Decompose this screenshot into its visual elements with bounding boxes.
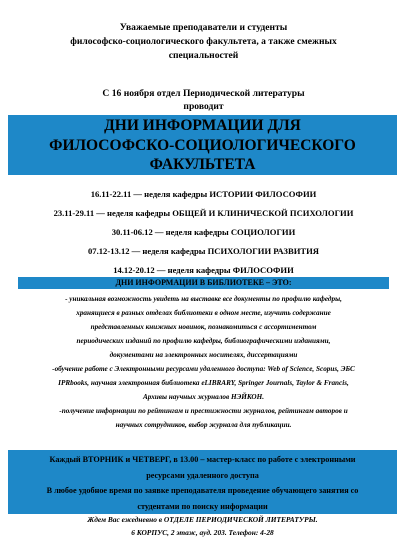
benefits-line: Архивы научных журналов НЭЙКОН.: [142, 393, 265, 401]
masterclass-line: В любое удобное время по заявке преподавателя проведение обучающего занятия со: [46, 486, 359, 495]
benefits-line: представленных книжных новинок, познакомиться с ассортиментом: [90, 323, 317, 331]
schedule-item: 23.11-29.11 — неделя кафедры ОБЩЕЙ И КЛИНИЧЕСКОЙ ПСИХОЛОГИИ: [53, 208, 354, 218]
info-heading: ДНИ ИНФОРМАЦИИ В БИБЛИОТЕКЕ – ЭТО:: [18, 277, 389, 289]
benefits-line: -обучение работе с Электронными ресурсами удаленного доступа: Web of Science, Scopus, ЭБС: [52, 365, 355, 373]
benefits-text: [18, 292, 389, 432]
schedule-item: 14.12-20.12 — неделя кафедры ФИЛОСОФИИ: [113, 265, 294, 275]
event-title-line: ДНИ ИНФОРМАЦИИ ДЛЯ: [104, 117, 301, 134]
intro-line: проводит: [183, 101, 224, 112]
masterclass-line: ресурсами удаленного доступа: [146, 470, 259, 480]
benefits-line: научных сотрудников, выбор журнала для публикации.: [115, 421, 292, 429]
benefits-line: IPRbooks, научная электронная библиотека eLIBRARY, Springer Journals, Taylor & Francis,: [58, 379, 349, 387]
greeting-line: Уважаемые преподаватели и студенты: [119, 22, 288, 33]
intro-block: [20, 87, 387, 113]
masterclass-line: студентами по поиску информации: [137, 501, 268, 511]
masterclass-line: Каждый ВТОРНИК и ЧЕТВЕРГ, в 13.00 – мастер-класс по работе с электронными: [49, 455, 356, 464]
benefits-line: хранящиеся в разных отделах библиотеки в одном месте, изучить содержание: [76, 309, 331, 317]
event-title-line: ФАКУЛЬТЕТА: [149, 156, 256, 173]
greeting-block: [20, 21, 387, 63]
benefits-line: документами на электронных носителях, диссертациями: [109, 351, 298, 359]
contact-line: 6 КОРПУС, 2 этаж, ауд. 203. Телефон: 4-28: [131, 528, 274, 537]
greeting-line: философско-социологического факультета, а также смежных: [70, 36, 337, 47]
event-title-line: ФИЛОСОФСКО-СОЦИОЛОГИЧЕСКОГО: [49, 136, 356, 154]
greeting-line: специальностей: [168, 50, 239, 61]
contact-footer: [8, 513, 397, 539]
event-title-banner: [8, 115, 397, 175]
benefits-line: -получение информации по рейтингам и престижности журналов, рейтингам авторов и: [59, 407, 348, 415]
masterclass-banner: [8, 450, 397, 514]
benefits-line: - уникальная возможность увидеть на выставке все документы по профилю кафедры,: [65, 295, 342, 303]
benefits-line: периодических изданий по профилю кафедры, библиографическими изданиями,: [76, 337, 331, 345]
schedule-item: 16.11-22.11 — неделя кафедры ИСТОРИИ ФИЛОСОФИИ: [90, 189, 317, 199]
intro-line: С 16 ноября отдел Периодической литературы: [102, 88, 305, 99]
schedule-item: 30.11-06.12 — неделя кафедры СОЦИОЛОГИИ: [111, 227, 296, 237]
schedule-item: 07.12-13.12 — неделя кафедры ПСИХОЛОГИИ РАЗВИТИЯ: [88, 246, 319, 256]
contact-line: Ждем Вас ежедневно в ОТДЕЛЕ ПЕРИОДИЧЕСКОЙ ЛИТЕРАТУРЫ.: [87, 515, 318, 524]
